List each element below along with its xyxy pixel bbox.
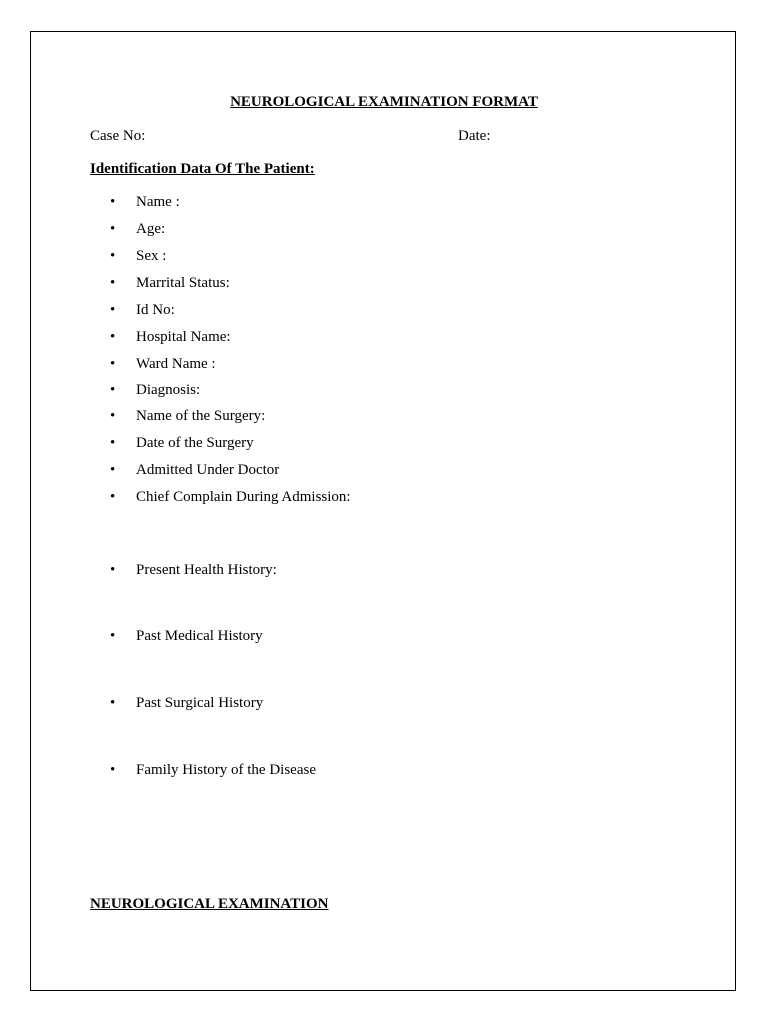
list-item-surgery-date bbox=[110, 434, 254, 452]
neurological-examination-heading: NEUROLOGICAL EXAMINATION bbox=[90, 896, 329, 912]
bullet-icon: • bbox=[110, 562, 116, 578]
list-item-past-surgical-history bbox=[110, 694, 263, 712]
bullet-icon: • bbox=[110, 408, 116, 424]
list-item-hospital-name bbox=[110, 328, 231, 346]
list-item-label: Hospital Name: bbox=[136, 329, 231, 345]
document-title: NEUROLOGICAL EXAMINATION FORMAT bbox=[230, 94, 538, 110]
bullet-icon: • bbox=[110, 628, 116, 644]
bullet-icon: • bbox=[110, 302, 116, 318]
bullet-icon: • bbox=[110, 489, 116, 505]
bullet-icon: • bbox=[110, 275, 116, 291]
list-item-label: Age: bbox=[136, 221, 166, 237]
bullet-icon: • bbox=[110, 194, 116, 210]
list-item-label: Past Medical History bbox=[136, 628, 263, 644]
date-label: Date: bbox=[458, 128, 491, 144]
bullet-icon: • bbox=[110, 221, 116, 237]
bullet-icon: • bbox=[110, 695, 116, 711]
list-item-label: Sex : bbox=[136, 248, 167, 264]
bullet-icon: • bbox=[110, 329, 116, 345]
list-item-marital-status bbox=[110, 274, 230, 292]
list-item-label: Name of the Surgery: bbox=[136, 408, 266, 424]
list-item-sex bbox=[110, 247, 166, 265]
list-item-label: Name : bbox=[136, 194, 180, 210]
bullet-icon: • bbox=[110, 382, 116, 398]
list-item-label: Past Surgical History bbox=[136, 695, 264, 711]
bullet-icon: • bbox=[110, 248, 116, 264]
list-item-id-no bbox=[110, 301, 175, 319]
list-item-label: Marrital Status: bbox=[136, 275, 230, 291]
list-item-surgery-name bbox=[110, 407, 265, 425]
list-item-admitted-doctor bbox=[110, 461, 279, 479]
list-item-past-medical-history bbox=[110, 627, 263, 645]
bullet-icon: • bbox=[110, 462, 116, 478]
list-item-label: Ward Name : bbox=[136, 356, 216, 372]
list-item-label: Family History of the Disease bbox=[136, 762, 316, 778]
list-item-label: Present Health History: bbox=[136, 562, 277, 578]
list-item-label: Date of the Surgery bbox=[136, 435, 254, 451]
list-item-family-history bbox=[110, 761, 316, 779]
list-item-name bbox=[110, 193, 180, 211]
case-no-label: Case No: bbox=[90, 128, 146, 144]
list-item-label: Id No: bbox=[136, 302, 175, 318]
bullet-icon: • bbox=[110, 762, 116, 778]
list-item-chief-complaint bbox=[110, 488, 351, 506]
list-item-label: Chief Complain During Admission: bbox=[136, 489, 351, 505]
list-item-age bbox=[110, 220, 165, 238]
list-item-label: Diagnosis: bbox=[136, 382, 201, 398]
identification-heading: Identification Data Of The Patient: bbox=[90, 161, 315, 177]
list-item-ward-name bbox=[110, 355, 216, 373]
bullet-icon: • bbox=[110, 356, 116, 372]
list-item-label: Admitted Under Doctor bbox=[136, 462, 280, 478]
list-item-present-history bbox=[110, 561, 277, 579]
bullet-icon: • bbox=[110, 435, 116, 451]
list-item-diagnosis bbox=[110, 381, 200, 399]
